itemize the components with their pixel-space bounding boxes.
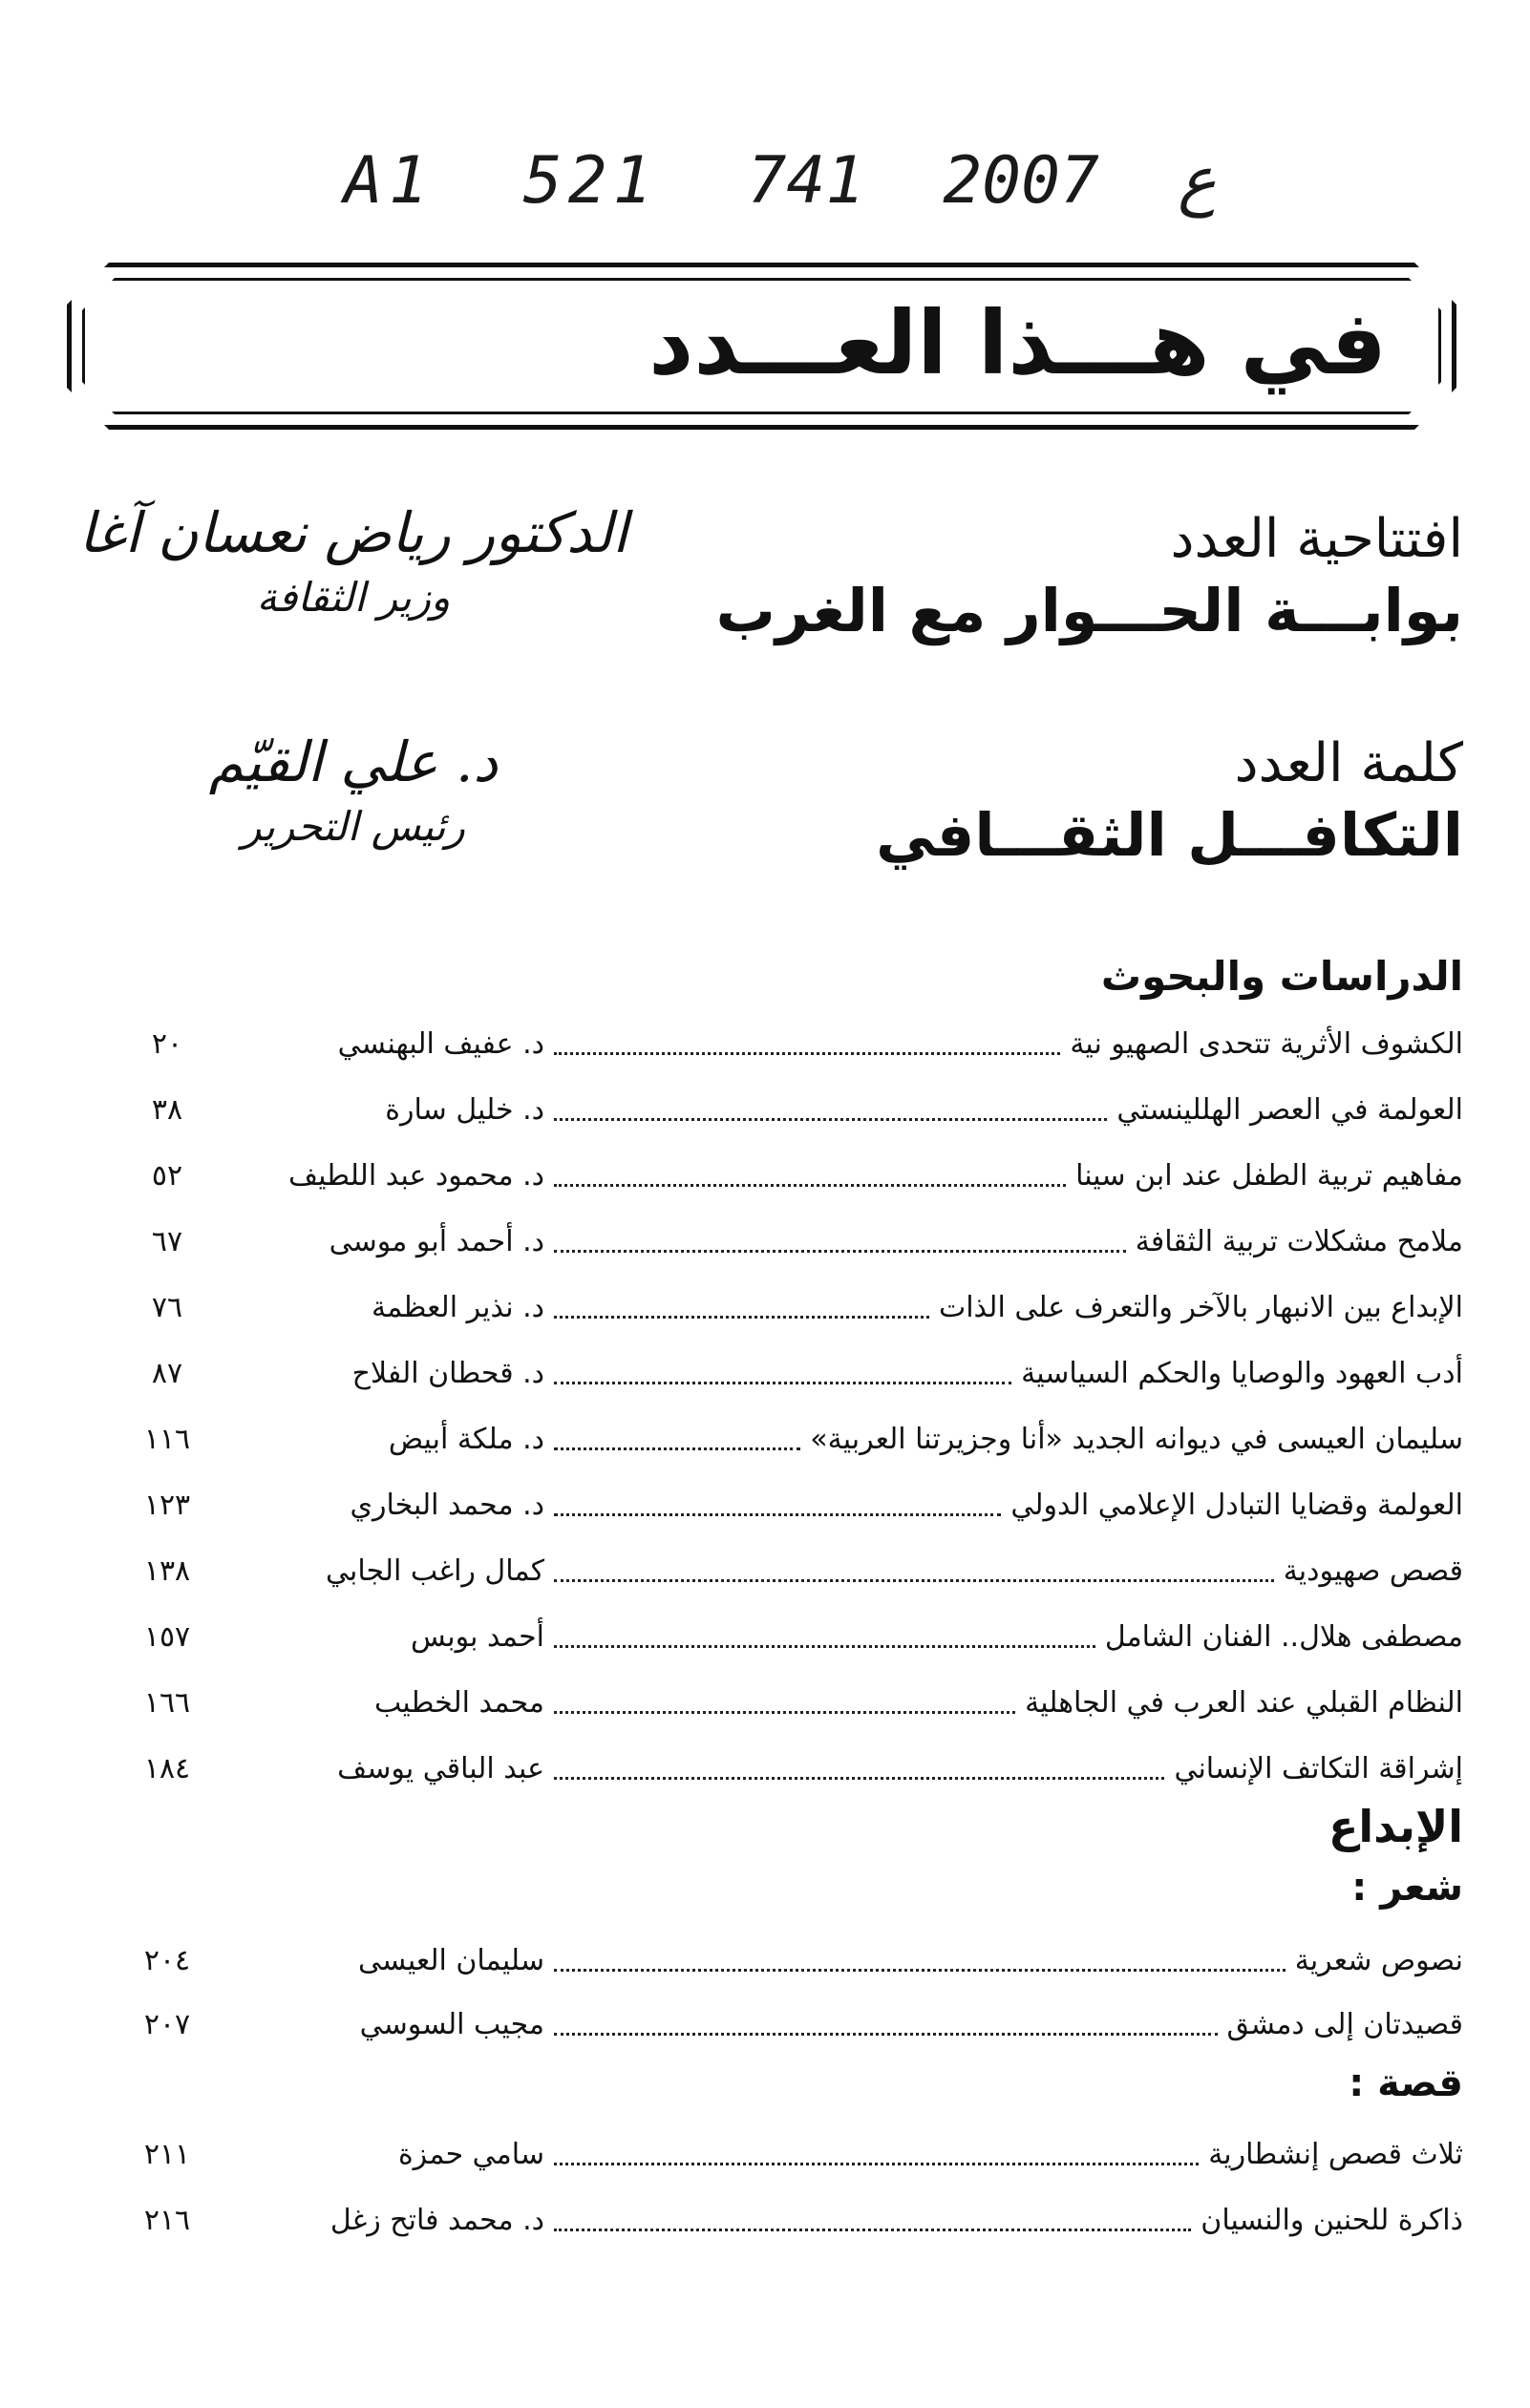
toc-row[interactable] — [86, 1149, 1463, 1202]
toc-title: ثلاث قصص إنشطارية — [1208, 2137, 1463, 2171]
toc-page-number: ٢٠ — [151, 1026, 183, 1061]
opening-kicker: افتتاحية العدد — [1170, 508, 1463, 570]
toc-title: أدب العهود والوصايا والحكم السياسية — [1021, 1356, 1463, 1390]
banner-title: في هـــذا العـــدد — [648, 292, 1387, 394]
toc-author: د. قحطان الفلاح — [351, 1356, 544, 1390]
toc-author: سليمان العيسى — [358, 1943, 544, 1977]
toc-row[interactable] — [86, 1676, 1463, 1729]
toc-author: د. محمد فاتح زغل — [329, 2203, 544, 2237]
editorial-author-role: رئيس التحرير — [242, 803, 465, 850]
toc-author: سامي حمزة — [397, 2137, 544, 2171]
toc-page-number: ٧٦ — [151, 1290, 183, 1324]
toc-leader-dots — [554, 2033, 1218, 2036]
toc-page-number: ١٣٨ — [143, 1553, 191, 1588]
toc-leader-dots — [554, 1052, 1060, 1055]
toc-title: النظام القبلي عند العرب في الجاهلية — [1025, 1685, 1463, 1720]
toc-author: كمال راغب الجابي — [326, 1553, 544, 1588]
toc-author: عبد الباقي يوسف — [337, 1751, 544, 1785]
editorial-block — [876, 730, 1463, 874]
toc-author: محمد الخطيب — [373, 1685, 544, 1720]
toc-author: مجيب السوسي — [359, 2007, 544, 2041]
opening-block — [716, 506, 1463, 649]
toc-page-number: ٥٢ — [151, 1158, 183, 1193]
toc-row[interactable] — [86, 1346, 1463, 1400]
toc-leader-dots — [554, 1513, 1001, 1516]
editorial-author: د. علي القيّم — [208, 729, 499, 794]
toc-leader-dots — [554, 2228, 1191, 2231]
section-title-creativity: الإبداع — [1328, 1801, 1463, 1852]
toc-title: سليمان العيسى في ديوانه الجديد «أنا وجزيرتنا العربية» — [810, 1422, 1463, 1456]
toc-title: الإبداع بين الانبهار بالآخر والتعرف على الذات — [938, 1290, 1463, 1324]
opening-headline: بوابـــة الحـــوار مع الغرب — [715, 576, 1463, 645]
toc-row[interactable] — [86, 2127, 1463, 2181]
toc-page-number: ١٥٧ — [143, 1619, 191, 1654]
toc-author: د. محمد البخاري — [350, 1488, 544, 1522]
toc-page-number: ١٦٦ — [143, 1685, 191, 1720]
toc-row[interactable] — [86, 1215, 1463, 1268]
toc-row[interactable] — [86, 1933, 1463, 1987]
handwritten-catalog-note: A1 521 ع 2007 741 — [344, 143, 1217, 219]
toc-row[interactable] — [86, 1544, 1463, 1597]
toc-leader-dots — [554, 1316, 929, 1319]
toc-page-number: ١٨٤ — [143, 1751, 191, 1785]
toc-title: العولمة وقضايا التبادل الإعلامي الدولي — [1010, 1488, 1463, 1522]
toc-row[interactable] — [86, 1742, 1463, 1795]
toc-author: د. عفيف البهنسي — [337, 1026, 544, 1061]
toc-page-number: ٢١٦ — [143, 2203, 191, 2237]
toc-page-number: ٢٠٤ — [143, 1943, 191, 1977]
toc-row[interactable] — [86, 1997, 1463, 2051]
toc-author: أحمد بوبس — [411, 1619, 544, 1654]
toc-title: مصطفى هلال.. الفنان الشامل — [1104, 1619, 1463, 1654]
toc-author: د. ملكة أبيض — [388, 1422, 544, 1456]
toc-leader-dots — [554, 1579, 1274, 1582]
toc-row[interactable] — [86, 2193, 1463, 2247]
toc-row[interactable] — [86, 1280, 1463, 1334]
opening-author-block — [67, 496, 640, 626]
toc-page-number: ٦٧ — [151, 1224, 183, 1258]
toc-leader-dots — [554, 1969, 1286, 1972]
toc-leader-dots — [554, 1184, 1066, 1187]
toc-page-number: ١٢٣ — [143, 1488, 191, 1522]
toc-title: إشراقة التكاتف الإنساني — [1174, 1751, 1463, 1785]
toc-row[interactable] — [86, 1412, 1463, 1466]
opening-author-role: وزير الثقافة — [256, 574, 451, 621]
toc-leader-dots — [554, 1645, 1095, 1648]
toc-leader-dots — [554, 1250, 1126, 1253]
toc-title: ملامح مشكلات تربية الثقافة — [1135, 1224, 1463, 1258]
toc-leader-dots — [554, 1382, 1011, 1384]
toc-leader-dots — [554, 1777, 1164, 1780]
toc-row[interactable] — [86, 1610, 1463, 1663]
toc-leader-dots — [554, 1447, 800, 1450]
toc-author: د. نذير العظمة — [372, 1290, 544, 1324]
toc-page-number: ٣٨ — [151, 1092, 183, 1127]
toc-title: مفاهيم تربية الطفل عند ابن سينا — [1075, 1158, 1463, 1193]
toc-author: د. أحمد أبو موسى — [329, 1224, 544, 1258]
opening-author: الدكتور رياض نعسان آغا — [78, 500, 628, 565]
toc-page-number: ٢٠٧ — [143, 2007, 191, 2041]
toc-title: نصوص شعرية — [1294, 1943, 1463, 1977]
toc-page-number: ١١٦ — [143, 1422, 191, 1456]
toc-row[interactable] — [86, 1478, 1463, 1531]
toc-author: د. محمود عبد اللطيف — [288, 1158, 544, 1193]
toc-row[interactable] — [86, 1017, 1463, 1070]
editorial-kicker: كلمة العدد — [1234, 732, 1463, 794]
toc-leader-dots — [554, 2163, 1199, 2165]
section-title-studies: الدراسات والبحوث — [1100, 953, 1463, 1000]
toc-title: قصص صهيودية — [1283, 1553, 1463, 1588]
subsection-title-story: قصة : — [1349, 2061, 1463, 2105]
editorial-headline: التكافـــل الثقـــافي — [876, 800, 1463, 870]
toc-page-number: ٢١١ — [143, 2137, 191, 2171]
editorial-author-block — [67, 726, 640, 855]
toc-row[interactable] — [86, 1083, 1463, 1136]
toc-title: العولمة في العصر الهللينستي — [1116, 1092, 1463, 1127]
subsection-title-poetry: شعر : — [1351, 1866, 1463, 1910]
toc-author: د. خليل سارة — [385, 1092, 544, 1127]
toc-leader-dots — [554, 1118, 1107, 1121]
toc-title: الكشوف الأثرية تتحدى الصهيو نية — [1070, 1026, 1463, 1061]
toc-title: ذاكرة للحنين والنسيان — [1201, 2203, 1463, 2237]
toc-page-number: ٨٧ — [151, 1356, 183, 1390]
toc-leader-dots — [554, 1711, 1015, 1714]
toc-title: قصيدتان إلى دمشق — [1226, 2007, 1463, 2041]
